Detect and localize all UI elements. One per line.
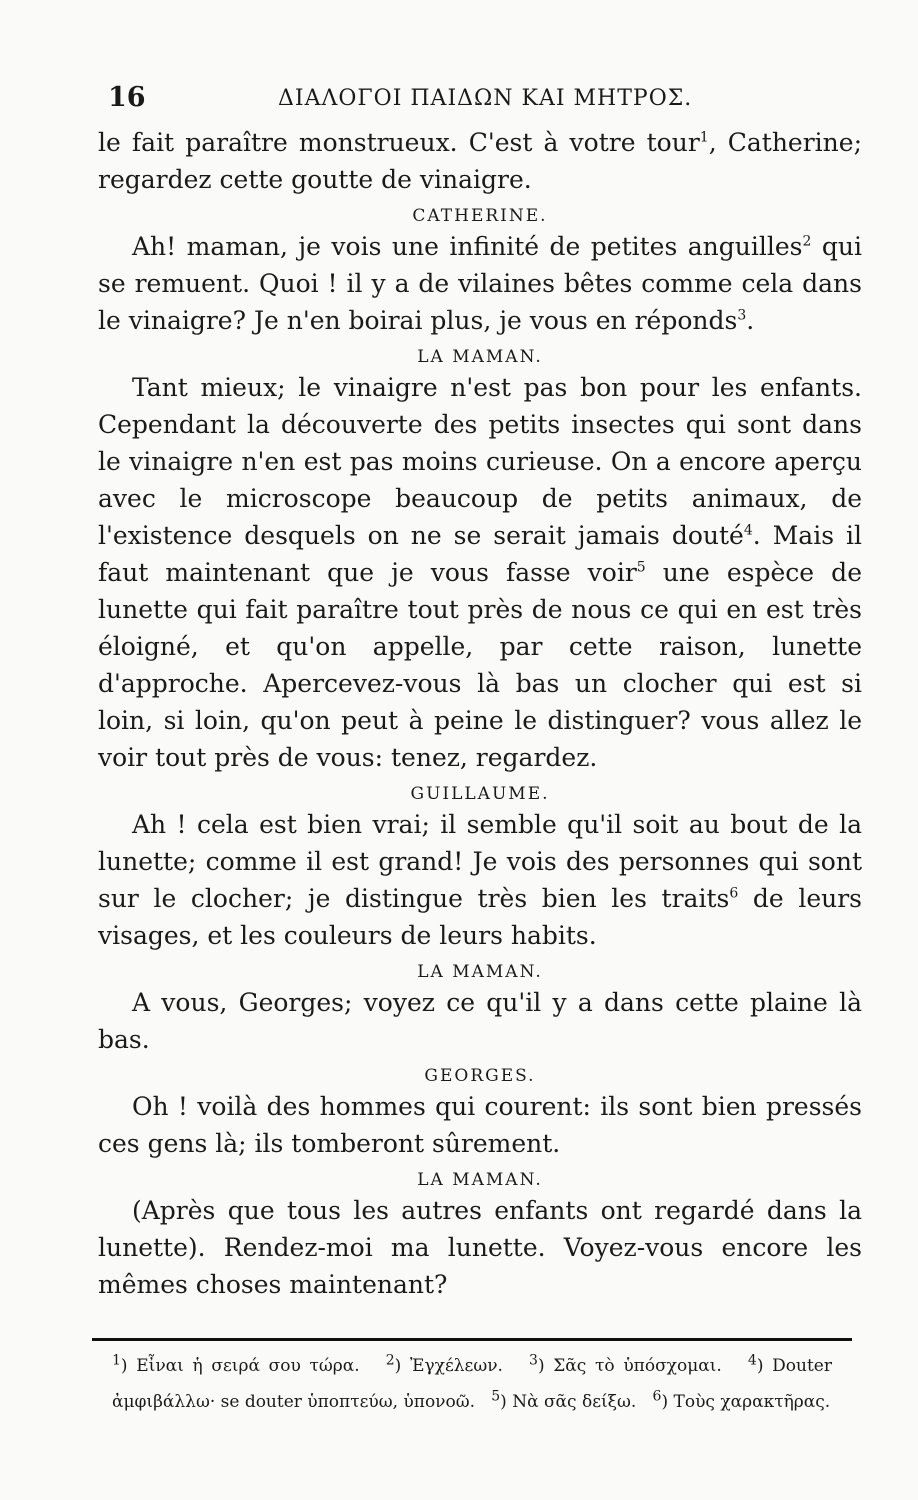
paragraph: A vous, Georges; voyez ce qu'il y a dans cette plaine là bas. xyxy=(98,988,862,1054)
footnote-ref: 4 xyxy=(743,522,753,539)
footnote-ref: 1 xyxy=(699,129,709,146)
footnote-ref: 5 xyxy=(636,559,646,576)
footnote-rule xyxy=(92,1338,852,1341)
paragraph: le fait paraître monstrueux. C'est à votre tour$^1$, Catherine; regardez cette goutte de vinaigre. xyxy=(98,128,862,194)
footnote: $^3$) Σᾶς τὸ ὑπόσχομαι. xyxy=(529,1352,722,1376)
speaker-label: LA MAMAN. xyxy=(417,962,543,982)
footnote: $^5$) Νὰ σᾶς δείξω. xyxy=(491,1388,637,1412)
footnote: $^6$) Τοὺς χαρακτῆρας. xyxy=(652,1388,831,1412)
running-title: ΔΙΑΛΟΓΟΙ ΠΑΙΔΩΝ ΚΑΙ ΜΗΤΡΟΣ. xyxy=(278,86,693,111)
paragraph: Oh ! voilà des hommes qui courent: ils sont bien pressés ces gens là; ils tomberont sûrement. xyxy=(98,1092,862,1158)
footnote-ref: 2 xyxy=(802,233,812,250)
page-number: 16 xyxy=(108,82,146,113)
speaker-label: LA MAMAN. xyxy=(417,347,543,367)
speaker-label: LA MAMAN. xyxy=(417,1170,543,1190)
footnotes xyxy=(112,1348,832,1420)
footnote: $^1$) Εἶναι ἡ σειρά σου τώρα. xyxy=(112,1352,360,1376)
footnote-ref: 3 xyxy=(737,307,747,324)
paragraph: Ah! maman, je vois une infinité de petites anguilles$^2$ qui se remuent. Quoi ! il y a de vilaines bêtes comme cela dans le vinaigre? Je n'en boirai plus, je vous en réponds$^3$. xyxy=(98,232,862,335)
speaker-label: CATHERINE. xyxy=(412,206,548,226)
footnote: $^4$) Douter ἀμφιβάλλω· se douter ὑποπτεύω, ὑπονοῶ. xyxy=(112,1352,832,1412)
footnote: $^2$) Ἐγχέλεων. xyxy=(385,1352,503,1376)
paragraph: Tant mieux; le vinaigre n'est pas bon pour les enfants. Cependant la découverte des petits insectes qui sont dans le vinaigre n'en est pas moins curieuse. On a encore aperçu avec le microscope beaucoup de petits animaux, de l'existence desquels on ne se serait jamais douté$^4$. Mais il faut maintenant que je vous fasse voir$^5$ une espèce de lunette qui fait paraître tout près de nous ce qui en est très éloigné, et qu'on appelle, par cette raison, lunette d'approche. Apercevez-vous là bas un clocher qui est si loin, si loin, qu'on peut à peine le distinguer? vous allez le voir tout près de vous: tenez, regardez. xyxy=(98,373,862,772)
speaker-label: GEORGES. xyxy=(424,1066,536,1086)
speaker-label: GUILLAUME. xyxy=(410,784,550,804)
page-body xyxy=(98,124,862,1303)
footnote-ref: 6 xyxy=(729,885,739,902)
paragraph: (Après que tous les autres enfants ont regardé dans la lunette). Rendez-moi ma lunette. Voyez-vous encore les mêmes choses maintenant? xyxy=(98,1196,862,1299)
paragraph: Ah ! cela est bien vrai; il semble qu'il soit au bout de la lunette; comme il est grand! Je vois des personnes qui sont sur le clocher; je distingue très bien les traits$^6$ de leurs visages, et les couleurs de leurs habits. xyxy=(98,810,862,950)
page-header xyxy=(108,82,858,122)
